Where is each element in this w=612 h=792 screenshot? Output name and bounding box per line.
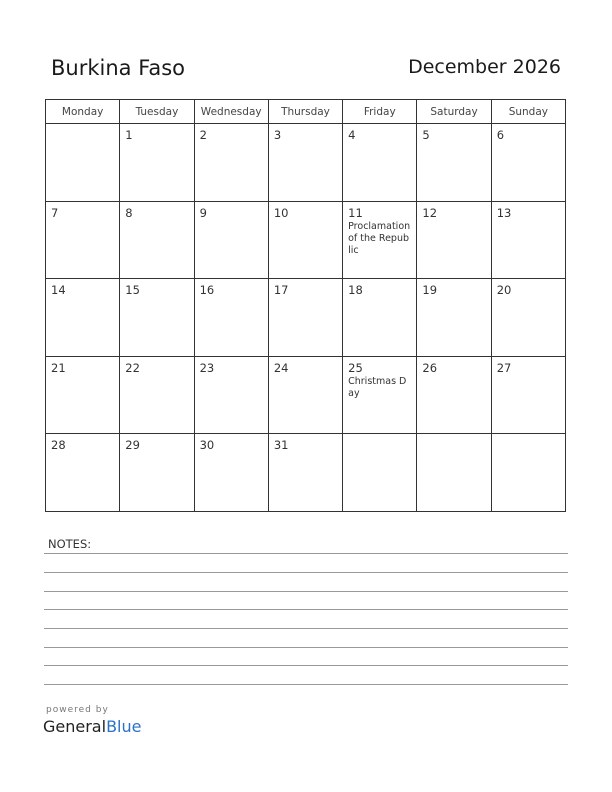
day-number: 29 [125,438,140,453]
day-cell [46,124,120,202]
day-number: 25 [348,360,363,375]
weekday-header-row [46,100,566,124]
day-cell [417,279,491,357]
notes-label: NOTES: [48,537,92,551]
day-cell [417,201,491,279]
day-cell [120,279,194,357]
day-number: 14 [51,283,66,298]
day-number: 6 [496,128,505,142]
logo-text-general: General [43,717,107,736]
day-number: 16 [199,283,215,298]
month-title: December 2026 [408,56,561,78]
notes-line [44,609,568,610]
country-title: Burkina Faso [51,56,186,80]
weekday-header: Friday [343,100,417,124]
day-number: 19 [422,283,438,298]
day-cell [194,201,268,279]
day-number: 8 [125,205,133,220]
powered-by-label: powered by [46,705,109,715]
day-number: 30 [199,438,215,453]
day-cell [343,124,417,202]
day-number: 9 [199,205,207,220]
day-number: 23 [199,360,215,375]
notes-line [44,591,568,592]
notes-line [44,647,568,648]
day-cell [491,279,565,357]
day-number: 31 [273,438,289,453]
day-cell [491,124,565,202]
day-cell [120,356,194,434]
calendar-grid [45,99,566,512]
notes-line [44,572,568,573]
day-number: 24 [273,360,289,375]
day-cell [491,434,565,512]
day-cell [120,124,194,202]
day-cell [417,356,491,434]
weekday-header: Thursday [268,100,342,124]
notes-line [44,628,568,629]
notes-line [44,684,568,685]
day-cell [46,434,120,512]
day-cell [268,356,342,434]
day-number: 20 [496,283,512,298]
day-cell [194,279,268,357]
holiday-label: Christmas Day [348,375,407,399]
week-row [46,434,566,512]
notes-line [44,553,568,554]
day-number: 18 [348,283,363,298]
day-number: 3 [273,128,282,142]
day-cell [194,124,268,202]
day-cell [46,356,120,434]
day-number: 5 [422,128,430,142]
day-cell [120,434,194,512]
weekday-header: Tuesday [120,100,194,124]
day-cell [491,201,565,279]
day-number: 7 [51,205,59,220]
day-number: 28 [51,438,66,453]
holiday-label: Proclamation of the Republic [348,220,411,256]
day-number: 4 [348,128,356,142]
day-cell [46,279,120,357]
day-cell [194,434,268,512]
week-row [46,124,566,202]
day-cell [343,356,417,434]
weekday-header: Sunday [491,100,565,124]
day-cell [343,201,417,279]
day-cell [417,434,491,512]
day-number: 21 [51,360,66,375]
weekday-header: Monday [46,100,120,124]
day-cell [268,124,342,202]
day-cell [268,279,342,357]
generalblue-logo [43,717,141,736]
day-number: 27 [496,360,512,375]
day-cell [46,201,120,279]
day-number: 26 [422,360,438,375]
day-number: 10 [273,205,289,220]
day-cell [268,201,342,279]
week-row [46,356,566,434]
day-cell [194,356,268,434]
day-number: 15 [125,283,140,298]
day-cell [268,434,342,512]
day-number: 2 [199,128,207,142]
day-cell [343,279,417,357]
day-number: 1 [125,128,133,142]
logo-text-blue: Blue [106,717,142,736]
day-number: 17 [273,283,289,298]
weekday-header: Wednesday [194,100,268,124]
week-row [46,279,566,357]
day-number: 13 [496,205,512,220]
day-cell [491,356,565,434]
day-cell [343,434,417,512]
weekday-header: Saturday [417,100,491,124]
day-cell [120,201,194,279]
day-number: 11 [348,205,363,220]
day-number: 22 [125,360,140,375]
day-cell [417,124,491,202]
day-number: 12 [422,205,438,220]
week-row [46,201,566,279]
notes-line [44,665,568,666]
